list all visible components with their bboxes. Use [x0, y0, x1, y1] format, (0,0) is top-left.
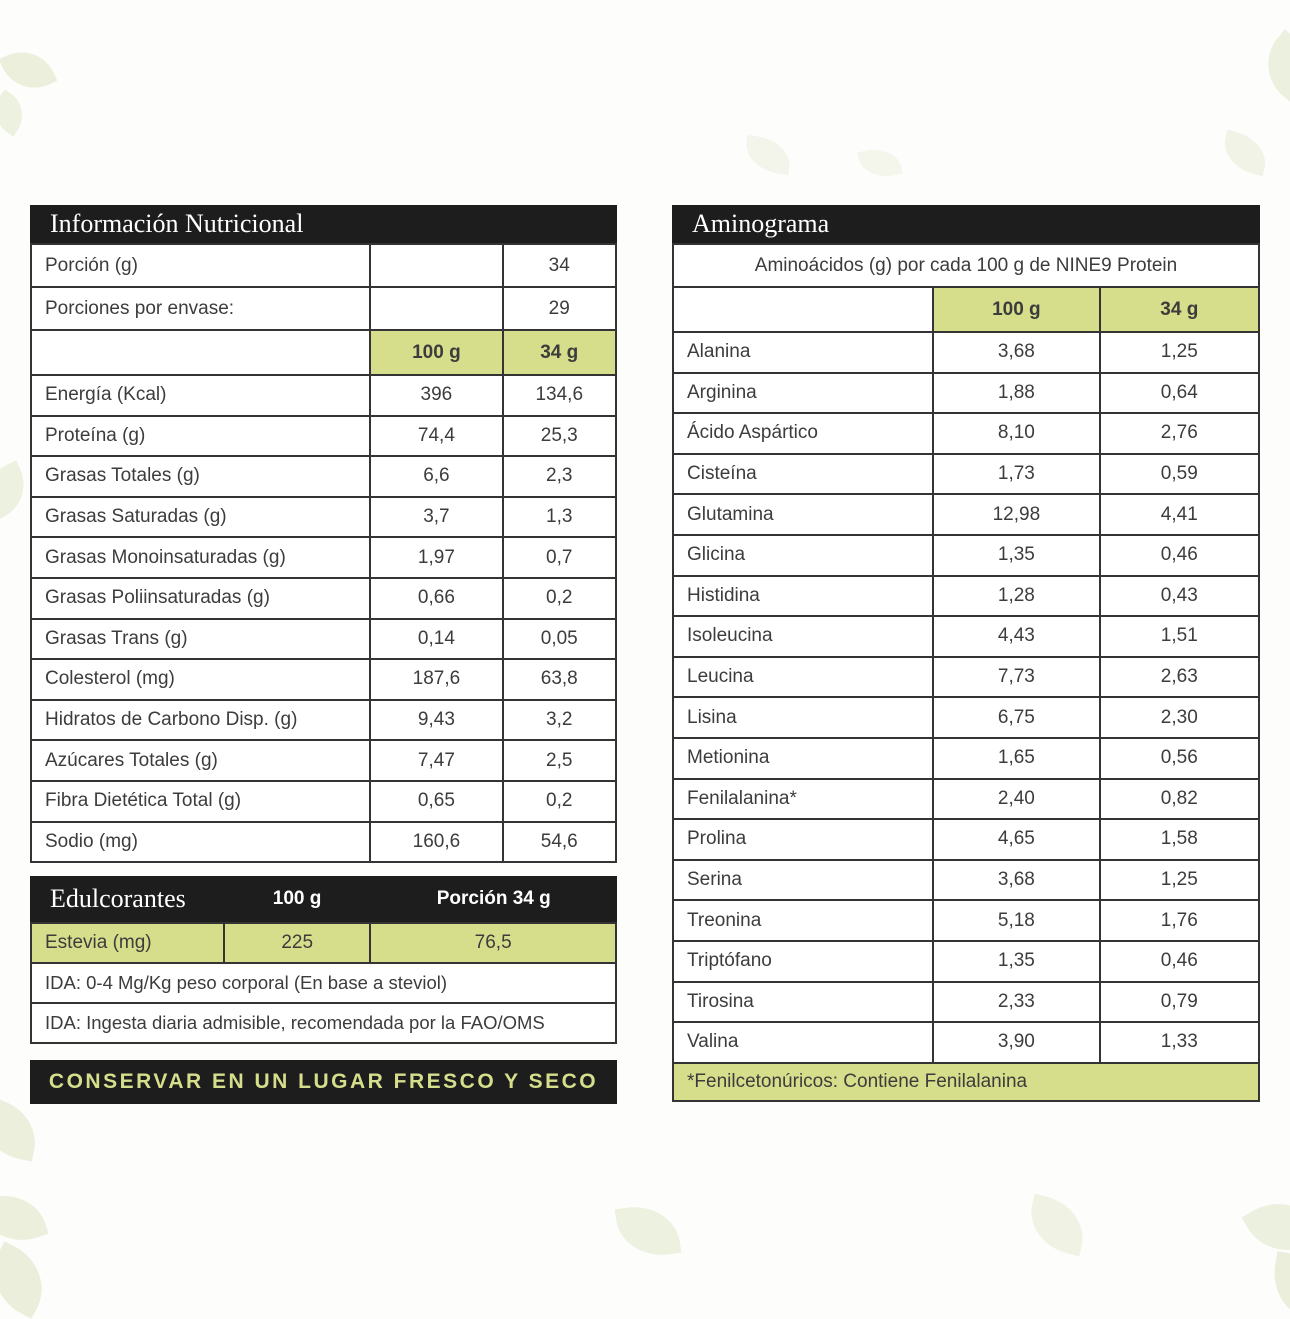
sweetener-label: Estevia (mg) [31, 923, 224, 963]
nutrient-label: Energía (Kcal) [31, 375, 370, 416]
value-34g: 76,5 [370, 923, 616, 963]
value-34g: 0,59 [1100, 454, 1259, 495]
table-row [673, 819, 1259, 860]
value-34g: 1,25 [1100, 332, 1259, 373]
value-34g: 2,63 [1100, 657, 1259, 698]
sweeteners-panel [30, 876, 617, 1044]
value-34g: 2,3 [503, 456, 617, 497]
table-row [31, 1003, 616, 1043]
column-header-100g: 100 g [933, 287, 1099, 332]
value-34g: 63,8 [503, 659, 617, 700]
nutrient-label: Hidratos de Carbono Disp. (g) [31, 700, 370, 741]
empty-cell [370, 287, 502, 330]
value-100g: 2,33 [933, 982, 1099, 1023]
table-row [31, 700, 616, 741]
value-34g: 1,76 [1100, 900, 1259, 941]
value-100g: 5,18 [933, 900, 1099, 941]
value-34g: 134,6 [503, 375, 617, 416]
table-row [673, 332, 1259, 373]
table-row [673, 576, 1259, 617]
nutrient-label: Grasas Saturadas (g) [31, 497, 370, 538]
nutrient-label: Grasas Monoinsaturadas (g) [31, 537, 370, 578]
empty-cell [673, 287, 933, 332]
ida-note-1: IDA: 0-4 Mg/Kg peso corporal (En base a steviol) [31, 963, 616, 1003]
amino-acid-label: Serina [673, 860, 933, 901]
value-34g: 1,51 [1100, 616, 1259, 657]
leaf-icon [1218, 130, 1272, 177]
table-row [31, 781, 616, 822]
aminogram-panel [672, 205, 1260, 1102]
value-100g: 187,6 [370, 659, 502, 700]
aminogram-subtitle: Aminoácidos (g) por cada 100 g de NINE9 Protein [673, 244, 1259, 287]
nutrition-panel-header [30, 205, 617, 243]
amino-acid-label: Histidina [673, 576, 933, 617]
table-row [673, 494, 1259, 535]
value-34g: 3,2 [503, 700, 617, 741]
table-row [31, 375, 616, 416]
amino-acid-label: Prolina [673, 819, 933, 860]
nutrient-label: Grasas Poliinsaturadas (g) [31, 578, 370, 619]
table-row [673, 1022, 1259, 1063]
table-row [673, 454, 1259, 495]
value-100g: 4,43 [933, 616, 1099, 657]
amino-acid-label: Glutamina [673, 494, 933, 535]
leaf-icon [0, 1241, 58, 1319]
nutrient-label: Grasas Trans (g) [31, 619, 370, 660]
value-100g: 160,6 [370, 822, 502, 863]
sweeteners-column-header-100g: 100 g [272, 888, 322, 909]
amino-acid-label: Tirosina [673, 982, 933, 1023]
leaf-icon [0, 41, 57, 99]
table-row [31, 456, 616, 497]
value-100g: 1,73 [933, 454, 1099, 495]
aminogram-table [672, 243, 1260, 1102]
empty-cell [370, 244, 502, 287]
amino-acid-label: Ácido Aspártico [673, 413, 933, 454]
nutrition-title: Información Nutricional [50, 209, 304, 238]
table-row [673, 941, 1259, 982]
value-100g: 12,98 [933, 494, 1099, 535]
amino-acid-label: Metionina [673, 738, 933, 779]
table-row [31, 416, 616, 457]
value-34g: 0,56 [1100, 738, 1259, 779]
value-34g: 1,25 [1100, 860, 1259, 901]
leaf-icon [615, 1201, 682, 1261]
value-100g: 2,40 [933, 779, 1099, 820]
leaf-icon [0, 1096, 43, 1161]
table-row [31, 537, 616, 578]
table-row [673, 738, 1259, 779]
value-34g: 0,46 [1100, 535, 1259, 576]
value-100g: 1,35 [933, 941, 1099, 982]
sweeteners-panel-header [30, 876, 617, 922]
amino-acid-label: Leucina [673, 657, 933, 698]
table-row [673, 535, 1259, 576]
amino-acid-label: Fenilalanina* [673, 779, 933, 820]
aminogram-subtitle-row [673, 244, 1259, 287]
table-row [673, 697, 1259, 738]
nutrient-label: Fibra Dietética Total (g) [31, 781, 370, 822]
ida-note-2: IDA: Ingesta diaria admisible, recomendada por la FAO/OMS [31, 1003, 616, 1043]
value-100g: 7,73 [933, 657, 1099, 698]
column-header-100g: 100 g [370, 330, 502, 375]
table-row [31, 963, 616, 1003]
sweeteners-title: Edulcorantes [50, 884, 186, 913]
value-100g: 74,4 [370, 416, 502, 457]
value-100g: 396 [370, 375, 502, 416]
value-100g: 225 [224, 923, 370, 963]
value-100g: 1,88 [933, 373, 1099, 414]
storage-banner [30, 1060, 617, 1104]
nutrient-label: Porción (g) [31, 244, 370, 287]
amino-acid-label: Lisina [673, 697, 933, 738]
value-100g: 0,14 [370, 619, 502, 660]
value-34g: 1,33 [1100, 1022, 1259, 1063]
value-100g: 6,6 [370, 456, 502, 497]
leaf-icon [857, 144, 902, 182]
table-row [673, 982, 1259, 1023]
table-row [673, 616, 1259, 657]
table-row [31, 244, 616, 287]
table-row [673, 860, 1259, 901]
column-header-row [31, 330, 616, 375]
phenylketonurics-footnote-row [673, 1063, 1259, 1101]
value-34g: 0,46 [1100, 941, 1259, 982]
nutrition-facts-panel [30, 205, 617, 863]
leaf-icon [1023, 1194, 1091, 1257]
table-row [673, 413, 1259, 454]
table-row [31, 497, 616, 538]
value-34g: 0,7 [503, 537, 617, 578]
nutrient-label: Grasas Totales (g) [31, 456, 370, 497]
value-34g: 2,30 [1100, 697, 1259, 738]
amino-acid-label: Valina [673, 1022, 933, 1063]
leaf-icon [0, 89, 33, 136]
value-100g: 3,68 [933, 860, 1099, 901]
value-100g: 3,90 [933, 1022, 1099, 1063]
nutrient-label: Colesterol (mg) [31, 659, 370, 700]
table-row [31, 287, 616, 330]
leaf-icon [0, 1184, 49, 1251]
value-34g: 0,64 [1100, 373, 1259, 414]
amino-acid-label: Alanina [673, 332, 933, 373]
table-row [31, 923, 616, 963]
amino-acid-label: Isoleucina [673, 616, 933, 657]
value-100g: 8,10 [933, 413, 1099, 454]
amino-acid-label: Glicina [673, 535, 933, 576]
value-100g: 7,47 [370, 740, 502, 781]
amino-acid-label: Triptófano [673, 941, 933, 982]
value-100g: 1,97 [370, 537, 502, 578]
aminogram-title: Aminograma [692, 209, 830, 238]
table-row [673, 900, 1259, 941]
value-100g: 3,7 [370, 497, 502, 538]
value-34g: 0,2 [503, 781, 617, 822]
nutrient-label: Sodio (mg) [31, 822, 370, 863]
table-row [673, 779, 1259, 820]
aminogram-panel-header [672, 205, 1260, 243]
value-34g: 0,2 [503, 578, 617, 619]
value-34g: 0,05 [503, 619, 617, 660]
value-100g: 3,68 [933, 332, 1099, 373]
value-100g: 1,35 [933, 535, 1099, 576]
amino-acid-label: Treonina [673, 900, 933, 941]
value-100g: 9,43 [370, 700, 502, 741]
servings-per-container-value: 29 [503, 287, 617, 330]
table-row [31, 578, 616, 619]
value-100g: 1,65 [933, 738, 1099, 779]
nutrient-label: Proteína (g) [31, 416, 370, 457]
nutrient-label: Azúcares Totales (g) [31, 740, 370, 781]
value-100g: 6,75 [933, 697, 1099, 738]
value-34g: 2,76 [1100, 413, 1259, 454]
value-34g: 4,41 [1100, 494, 1259, 535]
column-header-34g: 34 g [1100, 287, 1259, 332]
value-34g: 0,82 [1100, 779, 1259, 820]
leaf-icon [743, 135, 793, 175]
value-100g: 0,65 [370, 781, 502, 822]
value-100g: 0,66 [370, 578, 502, 619]
table-row [673, 657, 1259, 698]
value-100g: 1,28 [933, 576, 1099, 617]
value-34g: 0,43 [1100, 576, 1259, 617]
leaf-icon [1267, 1251, 1290, 1319]
value-34g: 0,79 [1100, 982, 1259, 1023]
column-header-row [673, 287, 1259, 332]
table-row [31, 659, 616, 700]
column-header-34g: 34 g [503, 330, 617, 375]
value-34g: 2,5 [503, 740, 617, 781]
leaf-icon [1251, 29, 1290, 102]
value-34g: 1,58 [1100, 819, 1259, 860]
table-row [31, 619, 616, 660]
amino-acid-label: Cisteína [673, 454, 933, 495]
value-100g: 4,65 [933, 819, 1099, 860]
value-34g: 54,6 [503, 822, 617, 863]
sweeteners-column-header-34g: Porción 34 g [436, 888, 551, 909]
value-34g: 1,3 [503, 497, 617, 538]
phenylketonurics-footnote: *Fenilcetonúricos: Contiene Fenilalanina [673, 1063, 1259, 1101]
amino-acid-label: Arginina [673, 373, 933, 414]
storage-banner-text: CONSERVAR EN UN LUGAR FRESCO Y SECO [48, 1070, 599, 1093]
serving-size-value: 34 [503, 244, 617, 287]
table-row [31, 822, 616, 863]
sweeteners-table [30, 922, 617, 1044]
table-row [673, 373, 1259, 414]
nutrient-label: Porciones por envase: [31, 287, 370, 330]
table-row [31, 740, 616, 781]
value-34g: 25,3 [503, 416, 617, 457]
nutrition-table [30, 243, 617, 863]
empty-cell [31, 330, 370, 375]
